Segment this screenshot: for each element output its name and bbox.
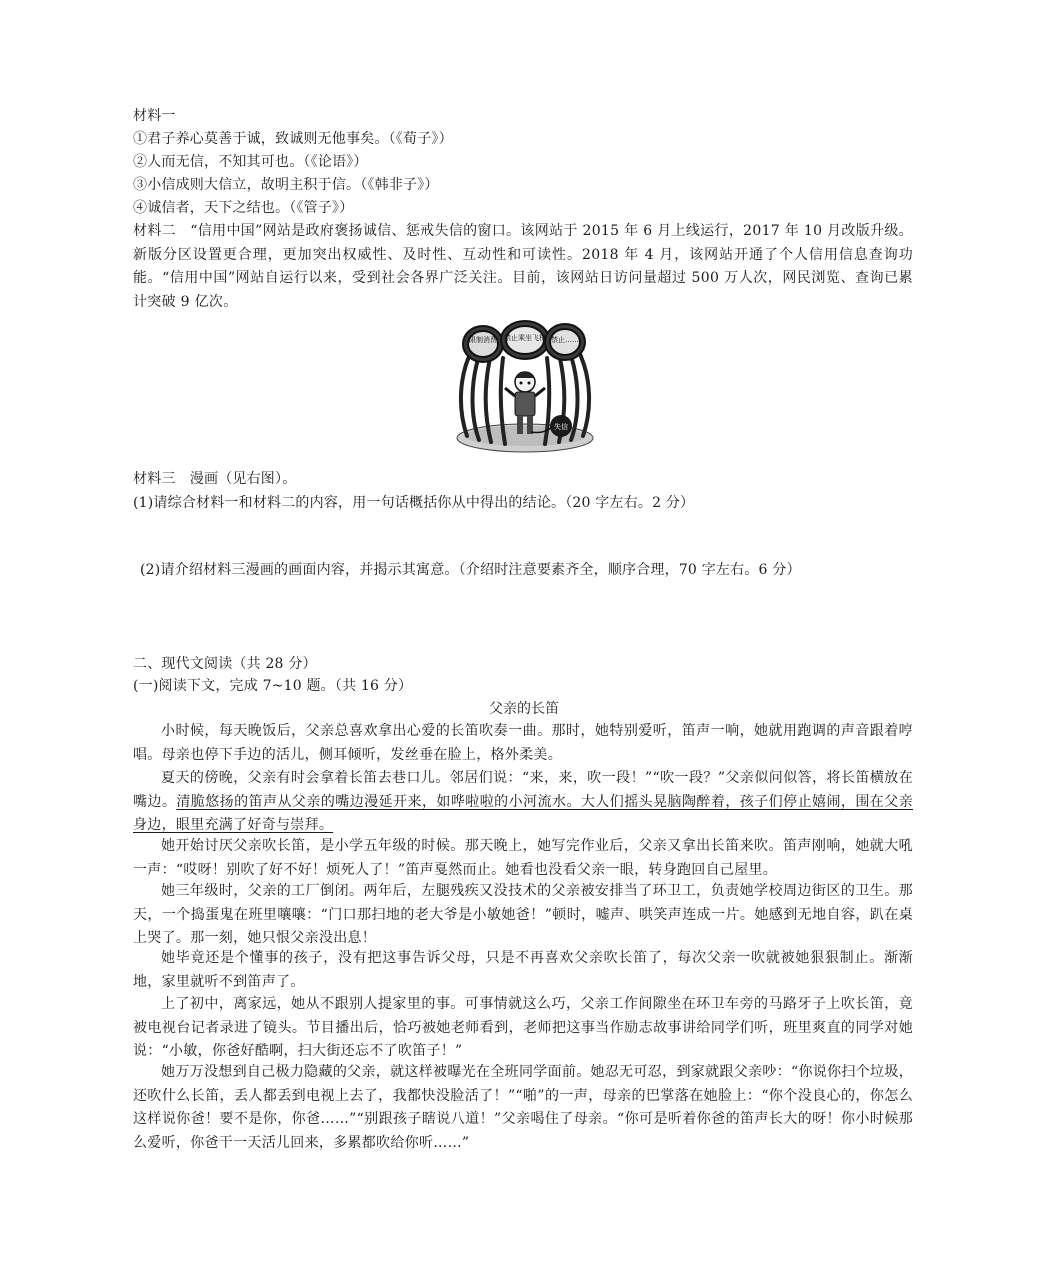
story-paragraph-2 (133, 767, 913, 838)
cartoon-label-3: 禁止…… (551, 336, 579, 344)
story-paragraph-3: 她开始讨厌父亲吹长笛，是小学五年级的时候。那天晚上，她写完作业后，父亲又拿出长笛来吹。笛声刚响，她就大吼一声：“哎呀！别吹了好不好！烦死人了！”笛声戛然而止。她看也没看父亲一眼，转身跑回自己屋里。 (133, 838, 913, 878)
story-title: 父亲的长笛 (489, 701, 559, 717)
material1-item-2: ②人而无信，不知其可也。（《论语》） (133, 154, 368, 170)
story-paragraph-1: 小时候，每天晚饭后，父亲总喜欢拿出心爱的长笛吹奏一曲。那时，她特别爱听，笛声一响，她就用跑调的声音跟着哼唱。母亲也停下手边的活儿，侧耳倾听，发丝垂在脸上，格外柔美。 (133, 723, 913, 763)
story-paragraph-7: 她万万没想到自己极力隐藏的父亲，就这样被曝光在全班同学面前。她忍无可忍，到家就跟父亲吵：“你说你扫个垃圾，还吹什么长笛，丢人都丢到电视上去了，我都快没脸活了！”“啪”的一声，母亲的巴掌落在她脸上：“你个没良心的，你怎么这样说你爸！要不是你，你爸……”“别跟孩子瞎说八道！”父亲喝住了母亲。“你可是听着你爸的笛声长大的呀！你小时候那么爱听，你爸干一天活儿回来，多累都吹给你听……” (133, 1064, 913, 1151)
cartoon-label-4: 失信 (554, 423, 568, 431)
material1-item-4: ④诚信者，天下之结也。（《管子》） (133, 200, 354, 216)
section2-heading: 二、现代文阅读（共 28 分） (133, 656, 317, 672)
material1-heading: 材料一 (133, 108, 176, 124)
cartoon-illustration (451, 318, 599, 454)
story-paragraph-2-text: 夏天的傍晚，父亲有时会拿着长笛去巷口儿。邻居们说：“来，来，吹一段！”“吹一段？”父亲似问似答，将长笛横放在嘴边。 (133, 770, 913, 810)
story-paragraph-5: 她毕竟还是个懂事的孩子，没有把这事告诉父母，只是不再喜欢父亲吹长笛了，每次父亲一吹就被她狠狠制止。渐渐地，家里就听不到笛声了。 (133, 950, 913, 990)
story-paragraph-6: 上了初中，离家远，她从不跟别人提家里的事。可事情就这么巧，父亲工作间隙坐在环卫车旁的马路牙子上吹长笛，竟被电视台记者录进了镜头。节目播出后，恰巧被她老师看到，老师把这事当作励志故事讲给同学们听，班里爽直的同学对她说：“小敏，你爸好酷啊，扫大街还忘不了吹笛子！” (133, 996, 913, 1059)
cartoon-image (451, 318, 599, 454)
cartoon-label-2: 禁止乘坐飞机 (504, 334, 546, 342)
question-1: (1)请综合材料一和材料二的内容，用一句话概括你从中得出的结论。（20 字左右。2 分） (133, 495, 695, 511)
material1-item-3: ③小信成则大信立，故明主积于信。（《韩非子》） (133, 177, 439, 193)
material3-text: 材料三 漫画（见右图）。 (133, 471, 297, 487)
material1-item-1: ①君子养心莫善于诚，致诚则无他事矣。（《荀子》） (133, 131, 453, 147)
cartoon-label-1: 限制消费 (469, 336, 497, 344)
underlined-passage: 清脆悠扬的笛声从父亲的嘴边漫延开来，如哗啦啦的小河流水。大人们摇头晃脑陶醉着，孩子们停止嬉闹，围在父亲身边，眼里充满了好奇与崇拜。 (133, 793, 913, 833)
story-paragraph-4: 她三年级时，父亲的工厂倒闭。两年后，左腿残疾又没技术的父亲被安排当了环卫工，负责她学校周边街区的卫生。那天，一个捣蛋鬼在班里嚷嚷：“门口那扫地的老大爷是小敏她爸！”顿时，嘘声、哄笑声连成一片。她感到无地自容，趴在桌上哭了。那一刻，她只恨父亲没出息！ (133, 883, 913, 946)
question-2: (2)请介绍材料三漫画的画面内容，并揭示其寓意。（介绍时注意要素齐全，顺序合理，70 字左右。6 分） (140, 562, 801, 578)
material2-paragraph: 材料二 “信用中国”网站是政府褒扬诚信、惩戒失信的窗口。该网站于 2015 年 6 月上线运行，2017 年 10 月改版升级。新版分区设置更合理，更加突出权威性、及时性、互动性和可读性。2018 年 4 月，该网站开通了个人信用信息查询功能。“信用中国”网站自运行以来，受到社会各界广泛关注。目前，该网站日访问量超过 500 万人次，网民浏览、查询已累计突破 9 亿次。 (133, 223, 913, 310)
section2-subheading: (一)阅读下文，完成 7~10 题。（共 16 分） (133, 678, 413, 694)
